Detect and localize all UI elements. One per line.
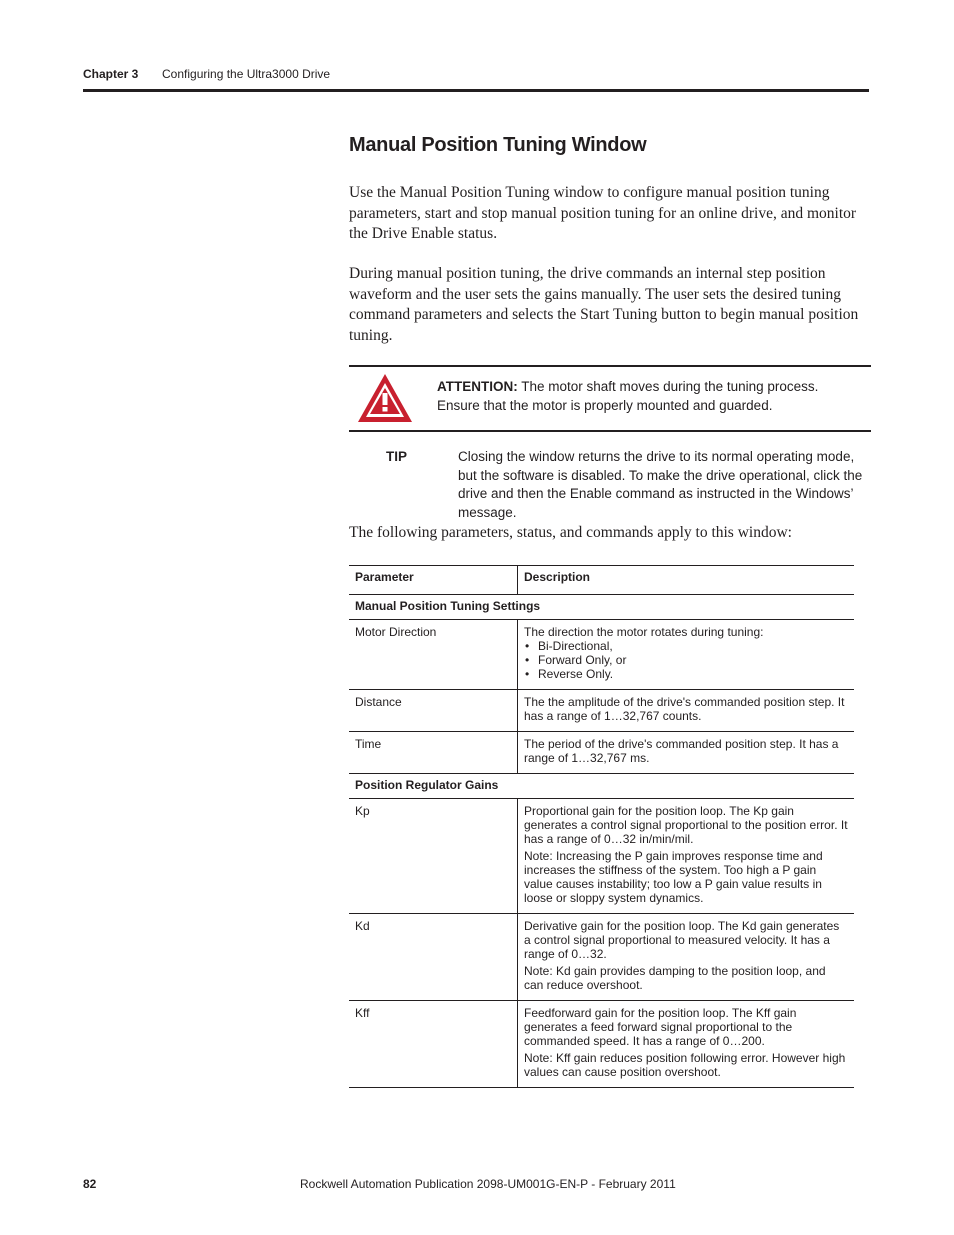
list-item: • Reverse Only. bbox=[524, 667, 848, 681]
param-kff: Kff bbox=[349, 1001, 518, 1088]
tip-label: TIP bbox=[386, 449, 408, 464]
note-text: Note: Increasing the P gain improves response time and increases the stiffness of the system. Too high a P gain value causes instability; too low a P gain value results in loose or sloppy system dynamics. bbox=[524, 849, 823, 905]
desc-text: Feedforward gain for the position loop. The Kff gain generates a feed forward signal proportional to the commanded speed. It has a range of 0…200. bbox=[524, 1006, 797, 1048]
desc-distance: The the amplitude of the drive's commanded position step. It has a range of 1…32,767 counts. bbox=[518, 690, 855, 732]
desc-text: Derivative gain for the position loop. The Kd gain generates a control signal proportional to measured velocity. It has a range of 0…32. bbox=[524, 919, 840, 961]
running-header bbox=[83, 67, 331, 81]
note-text: Note: Kd gain provides damping to the position loop, and can reduce overshoot. bbox=[524, 964, 826, 992]
section-heading: Manual Position Tuning Window bbox=[349, 134, 647, 156]
attention-top-rule bbox=[349, 365, 871, 367]
param-kd: Kd bbox=[349, 914, 518, 1001]
table-row bbox=[349, 732, 854, 774]
chapter-label: Chapter 3 bbox=[83, 67, 139, 81]
attention-label: ATTENTION: bbox=[437, 379, 518, 394]
desc-text: Proportional gain for the position loop. The Kp gain generates a control signal proportional to the position error. It has a range of 0…32 in/min/mil. bbox=[524, 804, 848, 846]
tip-text: Closing the window returns the drive to its normal operating mode, but the software is disabled. To make the drive operational, click the drive and then the Enable command as instructed in the Windows’ message. bbox=[458, 449, 863, 520]
list-item: • Bi-Directional, bbox=[524, 639, 848, 653]
desc-motor-direction bbox=[518, 620, 855, 690]
note-text: Note: Kff gain reduces position following error. However high values can cause position overshoot. bbox=[524, 1051, 846, 1079]
column-header-description: Description bbox=[518, 566, 855, 595]
desc-kp bbox=[518, 799, 855, 914]
param-kp: Kp bbox=[349, 799, 518, 914]
table-section-row bbox=[349, 774, 854, 799]
attention-text: The motor shaft moves during the tuning process. Ensure that the motor is properly mounted and guarded. bbox=[437, 379, 819, 413]
direction-options-list bbox=[524, 639, 848, 681]
desc-time: The period of the drive's commanded position step. It has a range of 1…32,767 ms. bbox=[518, 732, 855, 774]
intro-paragraph: Use the Manual Position Tuning window to configure manual position tuning parameters, start and stop manual position tuning for an online drive, and monitor the Drive Enable status. bbox=[349, 184, 857, 242]
desc-kff bbox=[518, 1001, 855, 1088]
page-number: 82 bbox=[83, 1177, 97, 1191]
table-row bbox=[349, 914, 854, 1001]
attention-message bbox=[437, 377, 857, 415]
table-row bbox=[349, 799, 854, 914]
chapter-title: Configuring the Ultra3000 Drive bbox=[162, 67, 331, 81]
section-title-regulator-gains: Position Regulator Gains bbox=[349, 774, 854, 799]
desc-kd bbox=[518, 914, 855, 1001]
section-title-manual-settings: Manual Position Tuning Settings bbox=[349, 595, 854, 620]
warning-triangle-icon bbox=[356, 372, 414, 429]
table-header-row bbox=[349, 566, 854, 595]
publication-info: Rockwell Automation Publication 2098-UM001G-EN-P - February 2011 bbox=[300, 1177, 676, 1191]
desc-text: The direction the motor rotates during tuning: bbox=[524, 625, 764, 639]
param-distance: Distance bbox=[349, 690, 518, 732]
header-rule bbox=[83, 89, 869, 92]
column-header-parameter: Parameter bbox=[349, 566, 518, 595]
tuning-paragraph: During manual position tuning, the drive commands an internal step position waveform and the user sets the gains manually. The user sets the desired tuning command parameters and selects the Start Tuning button to begin manual position tuning. bbox=[349, 265, 859, 344]
table-row bbox=[349, 1001, 854, 1088]
table-row bbox=[349, 690, 854, 732]
param-motor-direction: Motor Direction bbox=[349, 620, 518, 690]
parameters-table bbox=[349, 565, 854, 1088]
table-section-row bbox=[349, 595, 854, 620]
param-time: Time bbox=[349, 732, 518, 774]
list-item: • Forward Only, or bbox=[524, 653, 848, 667]
attention-bottom-rule bbox=[349, 430, 871, 432]
table-intro-paragraph: The following parameters, status, and commands apply to this window: bbox=[349, 524, 792, 541]
table-row bbox=[349, 620, 854, 690]
